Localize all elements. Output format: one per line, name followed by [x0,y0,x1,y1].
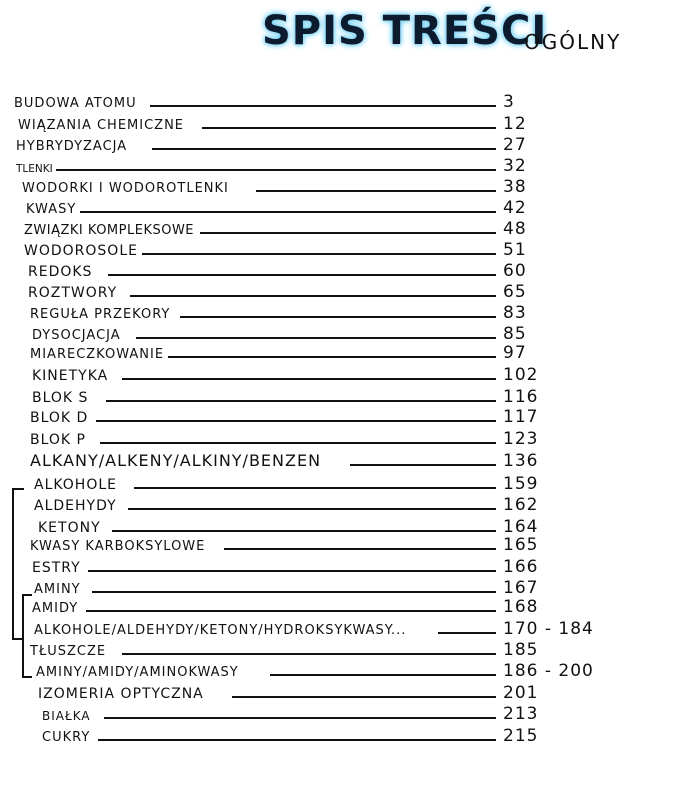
leader-line [200,232,496,234]
leader-line [86,610,496,612]
toc-entry [0,177,673,197]
toc-entry [0,451,673,471]
toc-entry-label: BUDOWA ATOMU [14,96,137,111]
toc-entry [0,704,673,724]
page-subtitle: OGÓLNY [524,30,622,54]
toc-entry-page: 65 [503,282,527,302]
toc-entry-label: KINETYKA [32,368,109,384]
leader-line [56,169,496,171]
toc-entry [0,92,673,112]
toc-entry-label: ALDEHYDY [34,498,117,514]
leader-line [150,105,496,107]
toc-entry-page: 201 [503,683,539,703]
leader-line [152,148,496,150]
page-title: SPIS TREŚCI [262,8,548,54]
toc-entry-page: 60 [503,261,527,281]
leader-line [80,211,496,213]
leader-line [98,739,496,741]
toc-entry [0,198,673,218]
toc-entry-label: REDOKS [28,264,93,280]
leader-line [128,508,496,510]
toc-entry-label: ROZTWORY [28,285,118,301]
toc-entry-label: ALKANY/ALKENY/ALKINY/BENZEN [30,451,322,470]
toc-entry-label: KETONY [38,520,101,536]
toc-entry [0,429,673,449]
toc-entry [0,343,673,363]
toc-entry-page: 83 [503,303,527,323]
toc-entry-label: BLOK P [30,432,86,448]
leader-line [92,591,496,593]
toc-entry [0,282,673,302]
toc-entry-label: BLOK D [30,410,89,426]
toc-entry [0,114,673,134]
toc-entry-page: 123 [503,429,539,449]
leader-line [202,127,496,129]
toc-entry [0,661,673,681]
toc-entry-label: TLENKI [16,163,53,175]
leader-line [256,190,496,192]
toc-entry [0,261,673,281]
leader-line [100,442,496,444]
toc-entry-label: TŁUSZCZE [30,644,107,659]
toc-entry [0,557,673,577]
toc-entry [0,365,673,385]
leader-line [168,356,496,358]
toc-entry [0,219,673,239]
leader-line [130,295,496,297]
leader-line [270,674,496,676]
toc-entry-label: IZOMERIA OPTYCZNA [38,686,204,702]
toc-entry [0,474,673,494]
toc-entry [0,535,673,555]
toc-entry-page: 168 [503,597,539,617]
toc-entry-page: 116 [503,387,539,407]
toc-entry [0,640,673,660]
toc-entry-page: 170 - 184 [503,619,594,639]
toc-entry-label: DYSOCJACJA [32,328,121,343]
toc-entry-label: AMIDY [32,601,79,616]
toc-entry [0,303,673,323]
toc-entry-label: KWASY KARBOKSYLOWE [30,539,206,554]
toc-entry-page: 48 [503,219,527,239]
toc-entry-page: 117 [503,407,539,427]
toc-entry [0,156,673,176]
toc-entry-page: 162 [503,495,539,515]
toc-entry-label: WIĄZANIA CHEMICZNE [18,118,185,133]
toc-entry [0,517,673,537]
leader-line [108,274,496,276]
toc-entry-page: 12 [503,114,527,134]
toc-entry [0,135,673,155]
leader-line [136,337,496,339]
toc-entry [0,683,673,703]
toc-entry [0,387,673,407]
toc-entry-page: 42 [503,198,527,218]
toc-entry-page: 3 [503,92,515,112]
toc-entry-page: 27 [503,135,527,155]
toc-entry-page: 38 [503,177,527,197]
toc-entry-page: 185 [503,640,539,660]
toc-entry-label: MIARECZKOWANIE [30,347,165,362]
toc-entry [0,407,673,427]
toc-entry-label: KWASY [26,202,77,217]
leader-line [438,632,496,634]
toc-entry-label: CUKRY [42,730,91,745]
toc-entry-label: BIAŁKA [42,709,91,723]
toc-entry-page: 102 [503,365,539,385]
toc-entry-label: ALKOHOLE/ALDEHYDY/KETONY/HYDROKSYKWASY... [34,623,407,638]
toc-entry-page: 32 [503,156,527,176]
toc-entry [0,495,673,515]
toc-entry-label: WODORKI I WODOROTLENKI [22,181,229,196]
toc-entry-page: 85 [503,324,527,344]
toc-entry [0,578,673,598]
toc-entry-page: 213 [503,704,539,724]
toc-entry-label: ALKOHOLE [34,477,118,493]
toc-entry-page: 51 [503,240,527,260]
toc-entry-page: 215 [503,726,539,746]
toc-entry-page: 97 [503,343,527,363]
toc-entry-label: WODOROSOLE [24,243,138,259]
toc-entry-page: 136 [503,451,539,471]
leader-line [122,653,496,655]
toc-entry-label: ZWIĄZKI KOMPLEKSOWE [24,223,195,238]
toc-entry [0,619,673,639]
toc-entry-page: 164 [503,517,539,537]
toc-entry-page: 166 [503,557,539,577]
toc-entry-label: REGUŁA PRZEKORY [30,307,171,322]
toc-entry-label: BLOK S [32,390,89,406]
toc-entry-label: AMINY [34,582,81,597]
leader-line [106,400,496,402]
leader-line [350,464,496,466]
leader-line [104,717,496,719]
leader-line [112,530,496,532]
toc-entry [0,324,673,344]
toc-entry-page: 159 [503,474,539,494]
toc-entry-label: HYBRYDYZACJA [16,139,128,154]
leader-line [96,420,496,422]
leader-line [180,316,496,318]
leader-line [224,548,496,550]
leader-line [232,696,496,698]
toc-entry-page: 165 [503,535,539,555]
toc-entry [0,597,673,617]
toc-entry-page: 186 - 200 [503,661,594,681]
leader-line [122,378,496,380]
toc-entry [0,726,673,746]
toc-entry-label: ESTRY [32,560,81,576]
toc-entry-page: 167 [503,578,539,598]
leader-line [88,570,496,572]
toc-entry [0,240,673,260]
leader-line [142,253,496,255]
toc-entry-label: AMINY/AMIDY/AMINOKWASY [36,665,239,680]
leader-line [134,487,496,489]
